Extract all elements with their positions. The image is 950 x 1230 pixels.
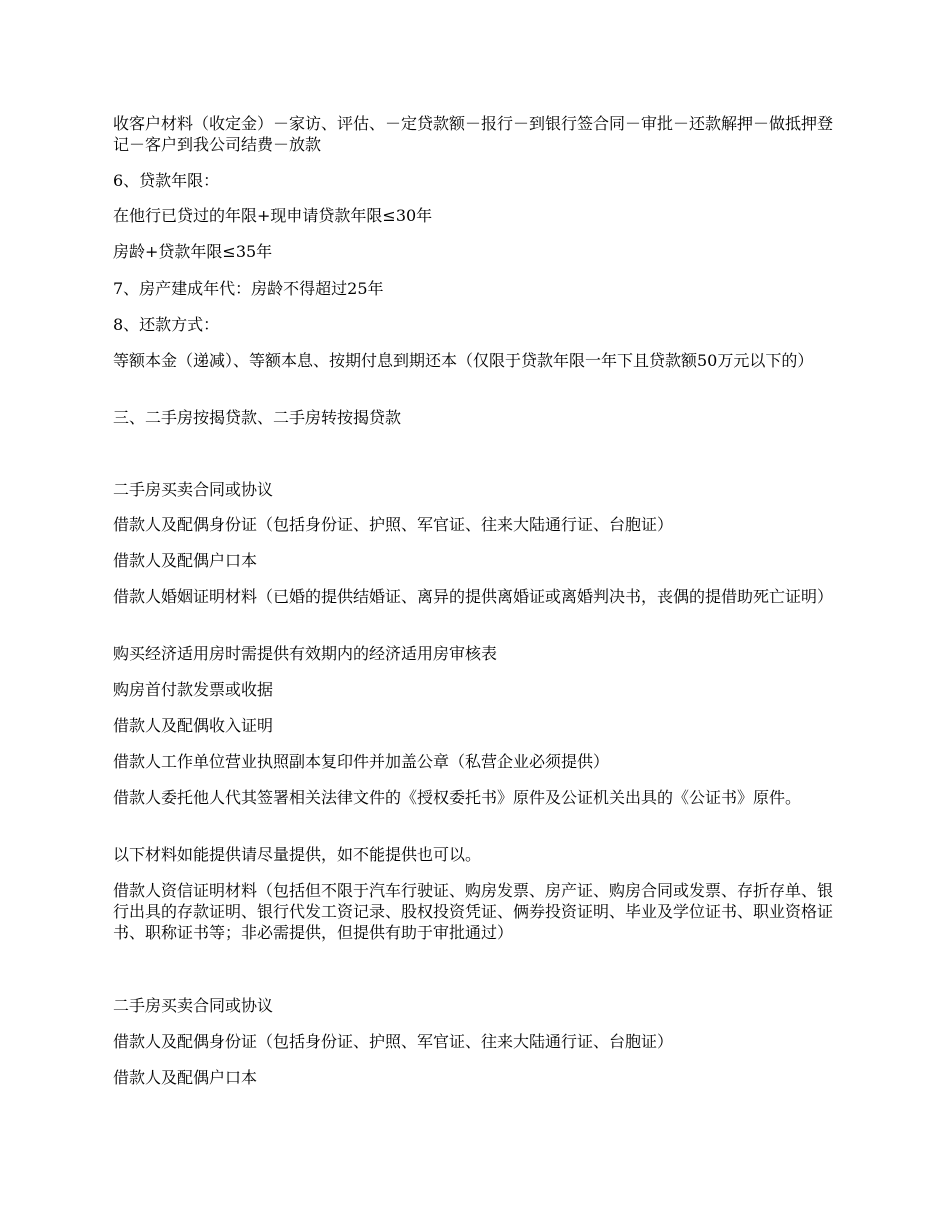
list-item: 借款人婚姻证明材料（已婚的提供结婚证、离异的提供离婚证或离婚判决书，丧偶的提借助死亡证明） [113,587,834,606]
list-item: 二手房买卖合同或协议 [113,996,274,1015]
list-item: 购买经济适用房时需提供有效期内的经济适用房审核表 [113,644,498,663]
list-item: 购房首付款发票或收据 [113,680,274,699]
paragraph-repayment-heading: 8、还款方式： [113,315,220,334]
list-item: 借款人及配偶收入证明 [113,716,274,735]
list-item: 借款人工作单位营业执照副本复印件并加盖公章（私营企业必须提供） [113,752,610,771]
paragraph-house-age: 7、房产建成年代：房龄不得超过25年 [113,279,384,298]
list-item: 借款人资信证明材料（包括但不限于汽车行驶证、购房发票、房产证、购房合同或发票、存折存单、银行出具的存款证明、银行代发工资记录、股权投资凭证、俩券投资证明、毕业及学位证书、职业资格证书、职称证书等；非必需提供，但提供有助于审批通过） [113,881,834,942]
paragraph-process: 收客户材料（收定金）－家访、评估、－定贷款额－报行－到银行签合同－审批－还款解押－做抵押登记－客户到我公司结费－放款 [113,114,834,154]
paragraph-loan-term-rule-1: 在他行已贷过的年限+现申请贷款年限≤30年 [113,206,433,225]
list-item: 借款人委托他人代其签署相关法律文件的《授权委托书》原件及公证机关出具的《公证书》原件。 [113,788,802,807]
list-item: 借款人及配偶身份证（包括身份证、护照、军官证、往来大陆通行证、台胞证） [113,1032,674,1051]
list-item: 以下材料如能提供请尽量提供，如不能提供也可以。 [113,845,482,864]
paragraph-repayment-methods: 等额本金（递减）、等额本息、按期付息到期还本（仅限于贷款年限一年下且贷款额50万元以下的） [113,351,814,370]
paragraph-loan-term-rule-2: 房龄+贷款年限≤35年 [113,242,273,261]
section-heading-second-hand: 三、二手房按揭贷款、二手房转按揭贷款 [113,408,402,427]
paragraph-loan-term-heading: 6、贷款年限： [113,171,220,190]
list-item: 借款人及配偶户口本 [113,1068,258,1087]
list-item: 二手房买卖合同或协议 [113,480,274,499]
list-item: 借款人及配偶身份证（包括身份证、护照、军官证、往来大陆通行证、台胞证） [113,515,674,534]
list-item: 借款人及配偶户口本 [113,551,258,570]
